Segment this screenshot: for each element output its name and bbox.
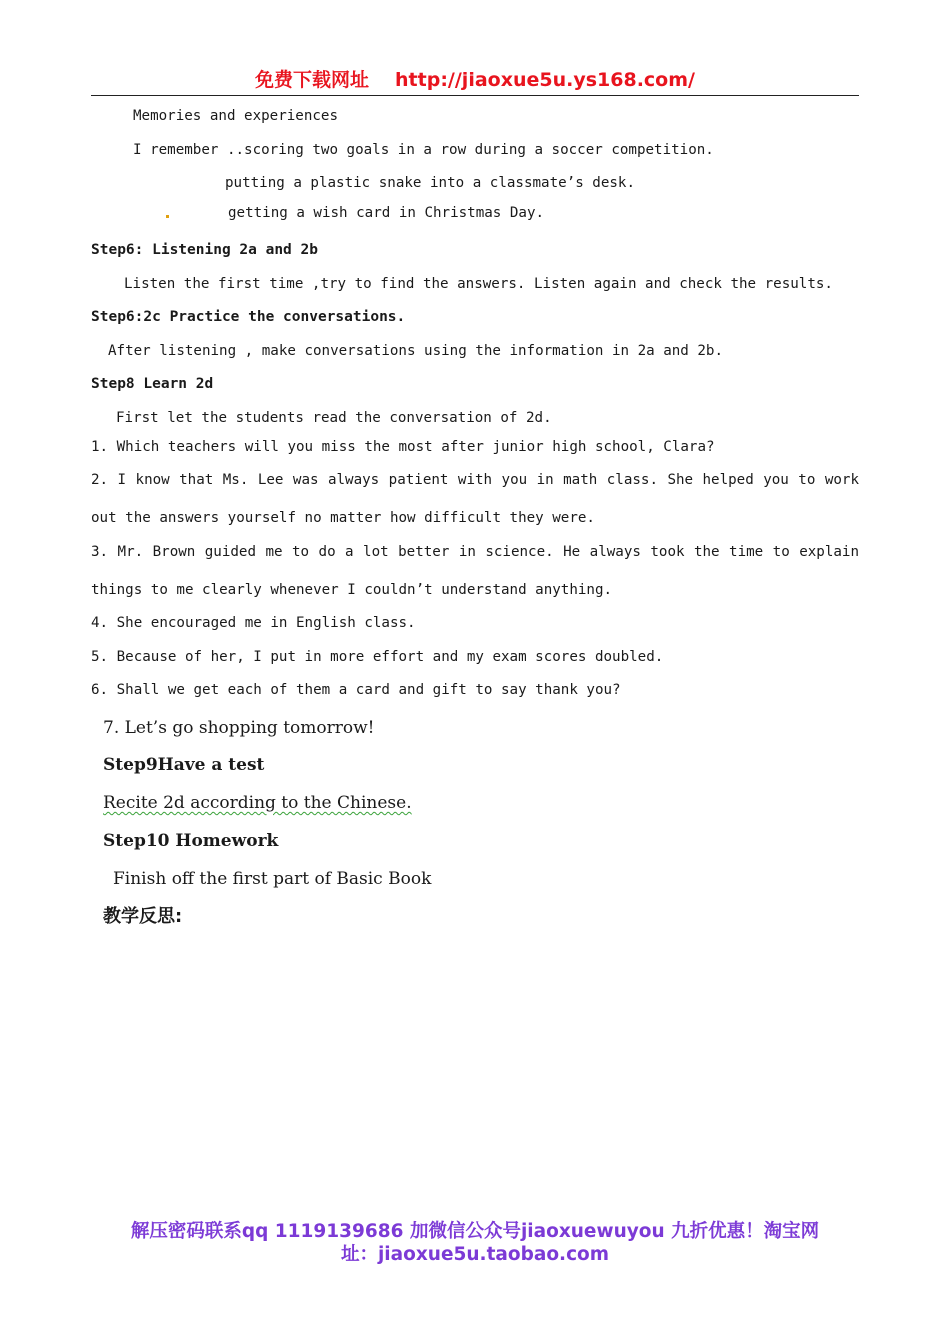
step10-text: Finish off the first part of Basic Book <box>113 869 432 889</box>
reflection-title <box>103 905 182 929</box>
memories-line-2: putting a plastic snake into a classmate’s desk. <box>225 175 635 191</box>
step9-text-content: Recite 2d according to the Chinese. <box>103 793 412 813</box>
step9-text <box>103 791 412 815</box>
reflection-title-text: 教学反思: <box>103 906 183 927</box>
step6c-title: Step6:2c Practice the conversations. <box>91 309 406 325</box>
item-7: 7. Let’s go shopping tomorrow! <box>103 718 375 738</box>
conversation-line: out the answers yourself no matter how difficult they were. <box>91 510 595 526</box>
step10-title: Step10 Homework <box>103 831 279 851</box>
step8-intro: First let the students read the conversation of 2d. <box>116 410 552 426</box>
page-header <box>91 62 859 96</box>
conversation-line: 6. Shall we get each of them a card and gift to say thank you? <box>91 682 621 698</box>
conversation-line: 4. She encouraged me in English class. <box>91 615 416 631</box>
step6c-text: After listening , make conversations using the information in 2a and 2b. <box>108 343 723 359</box>
header-site-label: 免费下载网址 <box>255 69 370 91</box>
step6-text: Listen the first time ,try to find the answers. Listen again and check the results. <box>124 276 833 292</box>
memories-heading: Memories and experiences <box>133 108 338 124</box>
step8-title: Step8 Learn 2d <box>91 376 214 392</box>
step6-title: Step6: Listening 2a and 2b <box>91 242 318 258</box>
stray-mark <box>166 215 169 218</box>
conversation-line: 2. I know that Ms. Lee was always patient with you in math class. She helped you to work <box>91 472 859 488</box>
page-footer <box>60 1220 890 1266</box>
conversation-line: 5. Because of her, I put in more effort and my exam scores doubled. <box>91 649 664 665</box>
step9-title: Step9Have a test <box>103 755 265 775</box>
conversation-line: 3. Mr. Brown guided me to do a lot better in science. He always took the time to explain <box>91 544 859 560</box>
conversation-line: things to me clearly whenever I couldn’t understand anything. <box>91 582 613 598</box>
footer-line-1: 解压密码联系qq 1119139686 加微信公众号jiaoxuewuyou 九折优惠！淘宝网 <box>130 1221 820 1242</box>
memories-line-3: getting a wish card in Christmas Day. <box>228 205 545 221</box>
footer-line-2[interactable]: 址：jiaoxue5u.taobao.com <box>340 1244 610 1265</box>
memories-line-1: I remember ..scoring two goals in a row during a soccer competition. <box>133 142 714 158</box>
conversation-line: 1. Which teachers will you miss the most after junior high school, Clara? <box>91 439 715 455</box>
header-site-url[interactable]: http://jiaoxue5u.ys168.com/ <box>395 69 695 91</box>
